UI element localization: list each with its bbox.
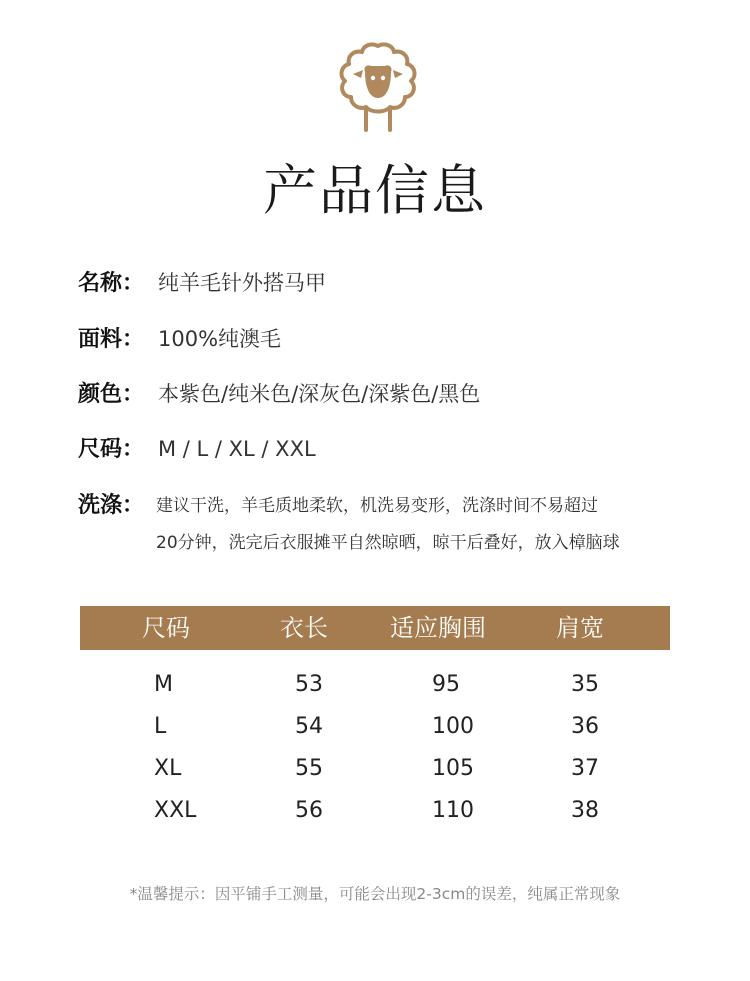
sheep-icon [333,40,423,136]
table-cell: 56 [295,798,323,823]
size-row [78,432,316,463]
table-cell: 53 [295,672,323,697]
header-chest: 适应胸围 [390,614,486,642]
wash-label: 洗涤： [78,493,145,518]
table-cell: 37 [571,756,599,781]
measurement-note: *温馨提示：因平铺手工测量，可能会出现2-3cm的误差，纯属正常现象 [129,885,621,903]
table-cell: L [154,714,167,739]
table-cell: 54 [295,714,323,739]
table-cell: XL [154,756,182,781]
page-title: 产品信息 [263,159,487,222]
table-cell: 110 [432,798,474,823]
material-row [78,322,281,353]
name-row [78,266,326,297]
header-shoulder: 肩宽 [556,614,604,642]
header-length: 衣长 [280,614,328,642]
table-cell: 95 [432,672,460,697]
color-row [78,377,480,408]
table-cell: 100 [432,714,474,739]
size-value: M / L / XL / XXL [158,437,316,461]
wash-line-1: 建议干洗，羊毛质地柔软，机洗易变形，洗涤时间不易超过 [156,496,598,516]
color-label: 颜色： [78,382,145,407]
name-value: 纯羊毛针外搭马甲 [158,271,326,295]
header-size: 尺码 [142,614,190,642]
table-cell: M [154,672,173,697]
table-cell: 55 [295,756,323,781]
material-value: 100%纯澳毛 [158,327,282,351]
table-cell: 36 [571,714,599,739]
table-cell: 105 [432,756,474,781]
size-label: 尺码： [78,437,145,462]
size-table-header [80,606,670,650]
table-cell: 35 [571,672,599,697]
wash-line-2: 20分钟，洗完后衣服摊平自然晾晒，晾干后叠好，放入樟脑球 [156,533,620,553]
material-label: 面料： [78,327,145,352]
table-cell: 38 [571,798,599,823]
table-cell: XXL [154,798,197,823]
color-value: 本紫色/纯米色/深灰色/深紫色/黑色 [158,382,481,406]
name-label: 名称： [78,271,145,296]
